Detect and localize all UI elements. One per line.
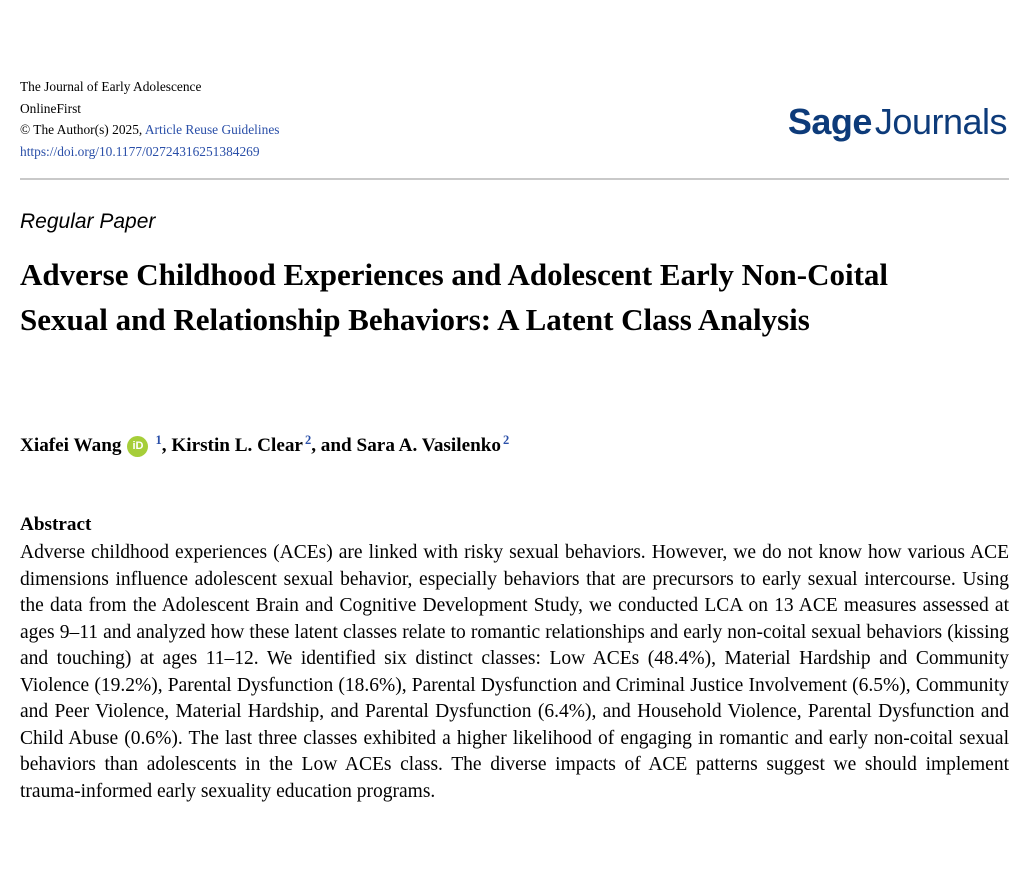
journal-status: OnlineFirst [20,100,82,116]
author-name[interactable]: Sara A. Vasilenko [356,435,502,456]
sage-journals-logo[interactable] [788,100,1007,144]
abstract-text: Adverse childhood experiences (ACEs) are linked with risky sexual behaviors. However, we do not know how various ACE dimensions influence adolescent sexual behavior, especially behaviors that are precursors to early sexual intercourse. Using the data from the Adolescent Brain and Cognitive Development Study, we conducted LCA on 13 ACE measures assessed at ages 9–11 and analyzed how these latent classes relate to romantic relationships and early non-coital sexual behaviors (kissing and touching) at ages 11–12. We identified six distinct classes: Low ACEs (48.4%), Material Hardship and Community Violence (19.2%), Parental Dysfunction (18.6%), Parental Dysfunction and Criminal Justice Involvement (6.5%), Community and Peer Violence, Material Hardship, and Parental Dysfunction (6.4%), and Household Violence, Parental Dysfunction and Child Abuse (0.6%). The last three classes exhibited a higher likelihood of engaging in romantic and early non-coital sexual behaviors than adolescents in the Low ACEs class. The diverse impacts of ACE patterns suggest we should implement trauma-informed early sexuality education programs. [20,542,1009,802]
logo-suffix: Journals [874,101,1007,142]
header-divider [20,178,1009,180]
affiliation-marker[interactable]: 1 [155,433,162,447]
article-reuse-guidelines-link[interactable]: Article Reuse Guidelines [144,122,280,137]
article-title: Adverse Childhood Experiences and Adolescent Early Non-Coital Sexual and Relationship Behaviors: A Latent Class Analysis [20,257,889,337]
affiliation-marker[interactable]: 2 [503,433,510,447]
author-name[interactable]: Kirstin L. Clear [171,435,303,456]
article-type: Regular Paper [20,210,156,233]
orcid-icon[interactable]: iD [127,436,148,457]
author-separator: , [161,435,172,456]
abstract-heading: Abstract [20,514,92,535]
logo-brand: Sage [787,101,872,142]
affiliation-marker[interactable]: 2 [304,433,312,447]
copyright-line [20,119,279,141]
author-list [20,432,509,460]
author-separator: , and [311,435,357,456]
journal-meta [20,76,279,162]
copyright-text: © The Author(s) 2025, [20,122,143,137]
author-name[interactable]: Xiafei Wang [20,435,122,456]
doi-link[interactable]: https://doi.org/10.1177/02724316251384269 [20,143,260,159]
journal-name: The Journal of Early Adolescence [20,79,202,94]
